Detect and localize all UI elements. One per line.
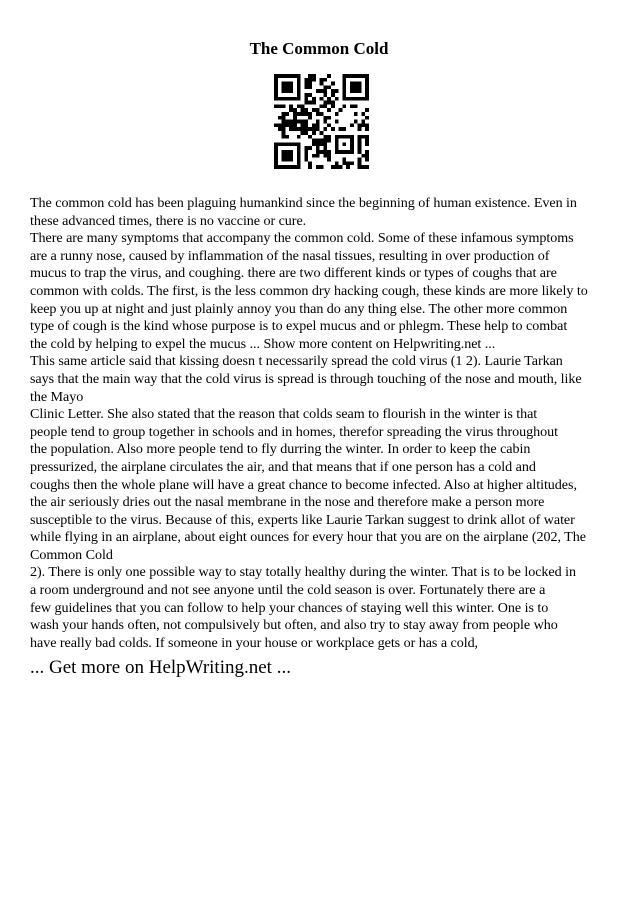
qr-module (342, 158, 346, 162)
qr-module (289, 120, 293, 124)
qr-module (274, 123, 278, 127)
qr-module (331, 93, 335, 97)
qr-module (293, 116, 297, 120)
qr-module (293, 123, 297, 127)
qr-module (301, 108, 305, 112)
body-line: common with colds. The first, is the less common dry hacking cough, these kinds are more likely to (30, 282, 588, 299)
qr-module (342, 127, 346, 131)
qr-module (285, 120, 289, 124)
qr-module (282, 116, 286, 120)
body-line: There are many symptoms that accompany the common cold. Some of these infamous symptoms (30, 230, 574, 247)
qr-module (358, 150, 362, 154)
qr-module (354, 112, 358, 116)
article-body (30, 195, 614, 652)
qr-module (316, 142, 320, 146)
qr-module (320, 82, 324, 86)
qr-module (285, 135, 289, 139)
qr-module (361, 120, 365, 124)
qr-module (308, 165, 312, 169)
qr-module (278, 123, 282, 127)
qr-module (361, 112, 365, 116)
qr-module (331, 165, 335, 169)
qr-module (304, 146, 308, 150)
qr-module (316, 89, 320, 93)
qr-module (323, 154, 327, 158)
qr-module (323, 89, 327, 93)
qr-module (312, 139, 316, 143)
qr-module (316, 123, 320, 127)
qr-module (358, 165, 362, 169)
qr-module (301, 127, 305, 131)
qr-module (308, 146, 312, 150)
qr-module (327, 135, 331, 139)
qr-module (304, 97, 308, 101)
qr-module (312, 127, 316, 131)
qr-module (335, 120, 339, 124)
qr-module (358, 161, 362, 165)
page-title: The Common Cold (249, 39, 389, 58)
qr-module (312, 74, 316, 78)
qr-module (304, 112, 308, 116)
qr-module (304, 123, 308, 127)
qr-module (320, 97, 324, 101)
qr-module (282, 123, 286, 127)
qr-module (323, 85, 327, 89)
body-line: susceptible to the virus. Because of this, experts like Laurie Tarkan suggest to drink allot of water (30, 511, 575, 528)
qr-module (304, 127, 308, 131)
qr-module (350, 161, 354, 165)
qr-module (308, 161, 312, 165)
body-line: 2). There is only one possible way to stay totally healthy during the winter. That is to be locked in (30, 564, 576, 581)
qr-module (327, 139, 331, 143)
qr-module (365, 108, 369, 112)
qr-module (327, 97, 331, 101)
qr-module (308, 101, 312, 105)
qr-module (327, 150, 331, 154)
qr-module (365, 135, 369, 139)
qr-module (301, 104, 305, 108)
qr-module (312, 123, 316, 127)
qr-module (301, 131, 305, 135)
qr-module (335, 89, 339, 93)
qr-module (331, 101, 335, 105)
qr-code-icon[interactable] (274, 74, 369, 169)
qr-module (327, 116, 331, 120)
body-line: these advanced times, there is no vaccine or cure. (30, 212, 307, 229)
qr-module (304, 120, 308, 124)
qr-module (346, 165, 350, 169)
body-line: the air seriously dries out the nasal membrane in the nose and therefore make a person more (30, 494, 545, 511)
qr-module (339, 165, 343, 169)
qr-module (320, 89, 324, 93)
body-line: while flying in an airplane, about eight ounces for every hour that you are on the airplane (202, The (30, 529, 586, 546)
qr-module (323, 120, 327, 124)
qr-module (358, 142, 362, 146)
qr-module (316, 165, 320, 169)
qr-module (358, 139, 362, 143)
qr-module (335, 161, 339, 165)
qr-module (331, 127, 335, 131)
qr-module (365, 123, 369, 127)
body-line: the Mayo (30, 388, 84, 405)
qr-module (331, 82, 335, 86)
body-line: Common Cold (30, 546, 113, 563)
body-line: few guidelines that you can follow to help your chances of staying well this winter. One is to (30, 599, 549, 616)
qr-module (320, 150, 324, 154)
body-line: the population. Also more people tend to fly durring the winter. In order to keep the cabin (30, 441, 531, 458)
qr-module (361, 154, 365, 158)
qr-module (320, 139, 324, 143)
qr-module (278, 116, 282, 120)
qr-module (293, 112, 297, 116)
body-line: The common cold has been plaguing humankind since the beginning of human existence. Even in (30, 195, 577, 211)
qr-module (358, 123, 362, 127)
body-line: coughs then the whole plane will have a great chance to become infected. Also at higher altitudes, (30, 476, 577, 493)
qr-module (361, 123, 365, 127)
qr-module (365, 165, 369, 169)
qr-module (308, 135, 312, 139)
qr-module (297, 120, 301, 124)
body-line: people tend to group together in schools and in homes, therefor spreading the virus throughout (30, 423, 559, 440)
qr-module (365, 127, 369, 131)
qr-module (331, 89, 335, 93)
qr-module (308, 112, 312, 116)
qr-module (365, 142, 369, 146)
qr-module (301, 112, 305, 116)
qr-module (316, 154, 320, 158)
qr-module (304, 82, 308, 86)
qr-module (361, 165, 365, 169)
qr-module (327, 154, 331, 158)
qr-module (289, 104, 293, 108)
qr-module (320, 142, 324, 146)
qr-module (365, 150, 369, 154)
qr-module (365, 116, 369, 120)
qr-module (323, 101, 327, 105)
body-line: are a runny nose, caused by inflammation of the nasal tissues, resulting in over production of (30, 247, 550, 264)
qr-module (297, 104, 301, 108)
qr-code-graphic (274, 74, 369, 169)
qr-module (278, 127, 282, 131)
qr-module (293, 120, 297, 124)
get-more-link[interactable]: ... Get more on HelpWriting.net ... (30, 657, 291, 678)
qr-module (312, 78, 316, 82)
body-line: mucus to trap the virus, and coughing. there are two different kinds or types of coughs that are (30, 265, 557, 282)
qr-module (316, 127, 320, 131)
qr-module (304, 131, 308, 135)
qr-module (358, 146, 362, 150)
qr-module (308, 74, 312, 78)
qr-module (327, 123, 331, 127)
qr-module (312, 142, 316, 146)
qr-module (308, 78, 312, 82)
qr-module (365, 158, 369, 162)
qr-module (339, 127, 343, 131)
qr-module (304, 85, 308, 89)
qr-module (301, 120, 305, 124)
qr-module (282, 131, 286, 135)
body-line: wash your hands often, not compulsively but often, and also try to stay away from people who (30, 617, 558, 634)
qr-module (323, 139, 327, 143)
qr-module (361, 135, 365, 139)
qr-module (278, 104, 282, 108)
qr-module (285, 112, 289, 116)
qr-module (293, 108, 297, 112)
qr-module (320, 165, 324, 169)
qr-module (323, 150, 327, 154)
body-line: the cold by helping to expel the mucus ... Show more content on Helpwriting.net ... (30, 335, 496, 352)
qr-module (316, 108, 320, 112)
qr-module (316, 139, 320, 143)
qr-module (323, 93, 327, 97)
qr-module (312, 108, 316, 112)
qr-module (308, 85, 312, 89)
qr-module (358, 127, 362, 131)
qr-module (312, 101, 316, 105)
qr-module (327, 158, 331, 162)
qr-module (323, 142, 327, 146)
qr-module (312, 154, 316, 158)
qr-module (297, 127, 301, 131)
qr-module (331, 104, 335, 108)
qr-module (327, 74, 331, 78)
qr-module (335, 165, 339, 169)
qr-module (304, 93, 308, 97)
body-line: says that the main way that the cold virus is spread is through touching of the nose and mouth, like (30, 370, 582, 387)
qr-module (304, 78, 308, 82)
qr-module (316, 112, 320, 116)
qr-module (282, 127, 286, 131)
qr-module (323, 78, 327, 82)
body-line: This same article said that kissing doesn t necessarily spread the cold virus (1 2). Laurie Tarkan (30, 353, 563, 370)
body-line: type of cough is the kind whose purpose is to expel mucus and or phlegm. These help to combat (30, 318, 568, 335)
qr-module (297, 135, 301, 139)
qr-module (327, 101, 331, 105)
qr-module (320, 78, 324, 82)
qr-module (304, 158, 308, 162)
qr-module (301, 123, 305, 127)
qr-module (308, 116, 312, 120)
qr-module (346, 161, 350, 165)
body-line: a room underground and not see anyone until the cold season is over. Fortunately there are a (30, 582, 546, 599)
qr-module (316, 146, 320, 150)
qr-module (327, 85, 331, 89)
qr-module (365, 139, 369, 143)
qr-module (293, 127, 297, 131)
qr-module (320, 131, 324, 135)
qr-module (335, 112, 339, 116)
qr-module (282, 135, 286, 139)
qr-module (342, 161, 346, 165)
qr-module (285, 123, 289, 127)
qr-module (350, 104, 354, 108)
qr-module (289, 127, 293, 131)
qr-module (323, 104, 327, 108)
qr-module (289, 108, 293, 112)
qr-module (354, 120, 358, 124)
qr-module (354, 104, 358, 108)
qr-module (312, 97, 316, 101)
body-line: pressurized, the airplane circulates the air, and that means that if one person has a cold and (30, 458, 536, 475)
qr-module (282, 104, 286, 108)
qr-module (304, 150, 308, 154)
qr-module (297, 112, 301, 116)
qr-module (304, 108, 308, 112)
body-line: Clinic Letter. She also stated that the reason that colds seam to flourish in the winter is that (30, 406, 538, 423)
qr-module (274, 104, 278, 108)
qr-module (320, 112, 324, 116)
qr-module (327, 108, 331, 112)
body-line: keep you up at night and just plainly annoy you than do any thing else. The other more common (30, 300, 568, 317)
body-line: have really bad colds. If someone in your house or workplace gets or has a cold, (30, 634, 479, 651)
qr-module (320, 104, 324, 108)
qr-module (282, 112, 286, 116)
qr-module (365, 154, 369, 158)
qr-module (316, 150, 320, 154)
qr-module (308, 127, 312, 131)
qr-module (304, 154, 308, 158)
qr-module (335, 97, 339, 101)
qr-module (316, 120, 320, 124)
qr-module (358, 158, 362, 162)
qr-module (358, 135, 362, 139)
qr-module (289, 123, 293, 127)
qr-module (312, 131, 316, 135)
qr-module (323, 146, 327, 150)
qr-module (323, 116, 327, 120)
qr-module (308, 93, 312, 97)
qr-module (339, 108, 343, 112)
qr-module (350, 123, 354, 127)
qr-module (323, 135, 327, 139)
qr-module (342, 104, 346, 108)
qr-module (323, 127, 327, 131)
qr-module (308, 82, 312, 86)
qr-module (304, 101, 308, 105)
qr-module (282, 120, 286, 124)
